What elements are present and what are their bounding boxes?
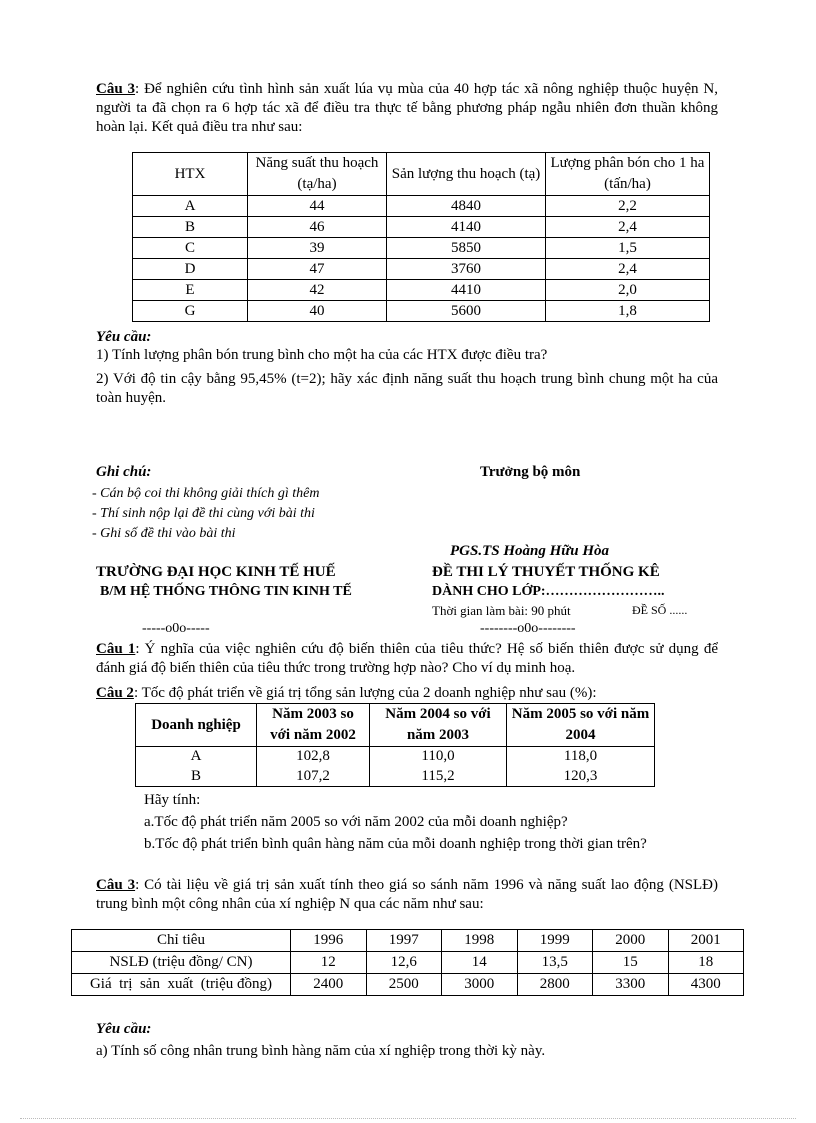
question-3-text: : Để nghiên cứu tình hình sản xuất lúa vụ mùa của 40 hợp tác xã nông nghiệp thuộc huyện N, người ta đã chọn ra 6 hợp tác xã để điều tra thực tế bằng phương pháp ngẫu nhiên đơn thuần không hoàn lại. Kết quả điều tra như sau:	[96, 81, 718, 135]
table-cell: A	[136, 747, 257, 767]
table-cell: D	[133, 259, 248, 280]
calculate-heading: Hãy tính:	[144, 792, 201, 808]
requirements-heading-2: Yêu cầu:	[96, 1021, 152, 1037]
table-cell: 18	[668, 952, 744, 974]
question-2-text: : Tốc độ phát triển về giá trị tổng sản lượng của 2 doanh nghiệp như sau (%):	[133, 685, 597, 701]
question-3b-paragraph	[96, 876, 718, 914]
question-3b-label: Câu 3	[96, 877, 136, 893]
table-cell: 3760	[387, 259, 546, 280]
table-header-cell: Sản lượng thu hoạch (tạ)	[387, 153, 546, 196]
table-cell: C	[133, 238, 248, 259]
signer-name: PGS.TS Hoàng Hữu Hòa	[450, 543, 610, 559]
table-header-row	[72, 930, 744, 952]
question-2-label: Câu 2	[96, 685, 134, 701]
table-row	[133, 238, 710, 259]
table-cell: 3300	[593, 974, 669, 996]
note-item: - Thí sinh nộp lại đề thi cùng với bài thi	[92, 506, 315, 521]
table-cell: 1,5	[546, 238, 710, 259]
table-cell: NSLĐ (triệu đồng/ CN)	[72, 952, 291, 974]
table-header-cell: Lượng phân bón cho 1 ha (tấn/ha)	[546, 153, 710, 196]
table-cell: 12	[291, 952, 367, 974]
table-row	[72, 952, 744, 974]
page-bottom-divider	[20, 1118, 796, 1119]
table-row	[133, 196, 710, 217]
table-cell: 4300	[668, 974, 744, 996]
growth-rate-table	[135, 703, 655, 787]
question-2-paragraph	[96, 684, 718, 703]
table-cell: 4840	[387, 196, 546, 217]
table-cell: 47	[248, 259, 387, 280]
exam-time: Thời gian làm bài: 90 phút	[432, 603, 571, 618]
table-cell: 13,5	[517, 952, 593, 974]
table-cell: 110,0	[370, 747, 507, 767]
table-header-cell: 2000	[593, 930, 669, 952]
table-cell: 102,8	[257, 747, 370, 767]
table-cell: 15	[593, 952, 669, 974]
table-cell: 46	[248, 217, 387, 238]
table-header-cell: 2001	[668, 930, 744, 952]
requirement-a: a) Tính số công nhân trung bình hàng năm của xí nghiệp trong thời kỳ này.	[96, 1043, 546, 1059]
table-cell: 3000	[442, 974, 518, 996]
question-3-label: Câu 3	[96, 81, 136, 97]
productivity-table	[71, 929, 744, 996]
table-header-cell: Chỉ tiêu	[72, 930, 291, 952]
table-cell: B	[136, 767, 257, 787]
table-row	[133, 301, 710, 322]
table-cell: B	[133, 217, 248, 238]
table-cell: G	[133, 301, 248, 322]
table-header-cell: Năm 2004 so với năm 2003	[370, 704, 507, 747]
table-cell: 2,4	[546, 259, 710, 280]
notes-heading: Ghi chú:	[96, 464, 152, 480]
question-3-paragraph	[96, 80, 718, 137]
table-cell: A	[133, 196, 248, 217]
cooperative-table	[132, 152, 710, 322]
table-header-cell: 1997	[366, 930, 442, 952]
table-cell: 14	[442, 952, 518, 974]
table-row	[136, 767, 655, 787]
table-cell: 120,3	[507, 767, 655, 787]
table-header-cell: HTX	[133, 153, 248, 196]
table-header-cell: Doanh nghiệp	[136, 704, 257, 747]
table-cell: 2,4	[546, 217, 710, 238]
table-header-cell: Năm 2003 so với năm 2002	[257, 704, 370, 747]
table-cell: 39	[248, 238, 387, 259]
note-item: - Cán bộ coi thi không giải thích gì thêm	[92, 486, 320, 501]
department-name: B/M HỆ THỐNG THÔNG TIN KINH TẾ	[100, 584, 352, 599]
table-cell: 12,6	[366, 952, 442, 974]
table-row	[72, 974, 744, 996]
university-name: TRƯỜNG ĐẠI HỌC KINH TẾ HUẾ	[96, 564, 336, 580]
head-of-department-label: Trưởng bộ môn	[480, 464, 581, 480]
question-1-paragraph	[96, 640, 718, 678]
table-cell: 5850	[387, 238, 546, 259]
table-cell: Giá trị sản xuất (triệu đồng)	[72, 974, 291, 996]
table-row	[133, 259, 710, 280]
table-cell: 2500	[366, 974, 442, 996]
table-cell: 2800	[517, 974, 593, 996]
separator-right: --------o0o--------	[480, 621, 576, 636]
separator-left: -----o0o-----	[142, 621, 210, 636]
requirement-2: 2) Với độ tin cậy bằng 95,45% (t=2); hãy xác định năng suất thu hoạch trung bình chung một ha của toàn huyện.	[96, 371, 718, 406]
table-cell: 4410	[387, 280, 546, 301]
table-cell: 42	[248, 280, 387, 301]
table-cell: 115,2	[370, 767, 507, 787]
table-header-cell: 1998	[442, 930, 518, 952]
table-header-cell: Năng suất thu hoạch (tạ/ha)	[248, 153, 387, 196]
table-cell: E	[133, 280, 248, 301]
exam-title: ĐỀ THI LÝ THUYẾT THỐNG KÊ	[432, 564, 660, 580]
table-cell: 2400	[291, 974, 367, 996]
calculate-b: b.Tốc độ phát triển bình quân hàng năm của mỗi doanh nghiệp trong thời gian trên?	[144, 836, 647, 852]
question-1-text: : Ý nghĩa của việc nghiên cứu độ biến thiên của tiêu thức? Hệ số biến thiên được sử dụng để đánh giá độ biến thiên của tiêu thức trong trường hợp nào? Cho ví dụ minh hoạ.	[96, 641, 718, 676]
table-cell: 118,0	[507, 747, 655, 767]
table-cell: 2,2	[546, 196, 710, 217]
table-row	[133, 280, 710, 301]
table-cell: 44	[248, 196, 387, 217]
exam-number: ĐỀ SỐ ......	[632, 603, 688, 617]
requirements-heading: Yêu cầu:	[96, 329, 152, 345]
table-header-cell: 1996	[291, 930, 367, 952]
table-row	[133, 217, 710, 238]
table-cell: 40	[248, 301, 387, 322]
table-row	[136, 747, 655, 767]
note-item: - Ghi số đề thi vào bài thi	[92, 526, 236, 541]
question-1-label: Câu 1	[96, 641, 136, 657]
table-header-row	[136, 704, 655, 747]
table-header-cell: Năm 2005 so với năm 2004	[507, 704, 655, 747]
table-cell: 2,0	[546, 280, 710, 301]
table-cell: 5600	[387, 301, 546, 322]
calculate-a: a.Tốc độ phát triển năm 2005 so với năm 2002 của mỗi doanh nghiệp?	[144, 814, 568, 830]
requirement-1: 1) Tính lượng phân bón trung bình cho một ha của các HTX được điều tra?	[96, 347, 548, 363]
class-line: DÀNH CHO LỚP:……………………..	[432, 584, 665, 599]
table-cell: 1,8	[546, 301, 710, 322]
table-header-row	[133, 153, 710, 196]
table-cell: 107,2	[257, 767, 370, 787]
table-cell: 4140	[387, 217, 546, 238]
question-3b-text: : Có tài liệu về giá trị sản xuất tính theo giá so sánh năm 1996 và năng suất lao động (NSLĐ) trung bình một công nhân của xí nghiệp N qua các năm như sau:	[96, 877, 718, 912]
table-header-cell: 1999	[517, 930, 593, 952]
